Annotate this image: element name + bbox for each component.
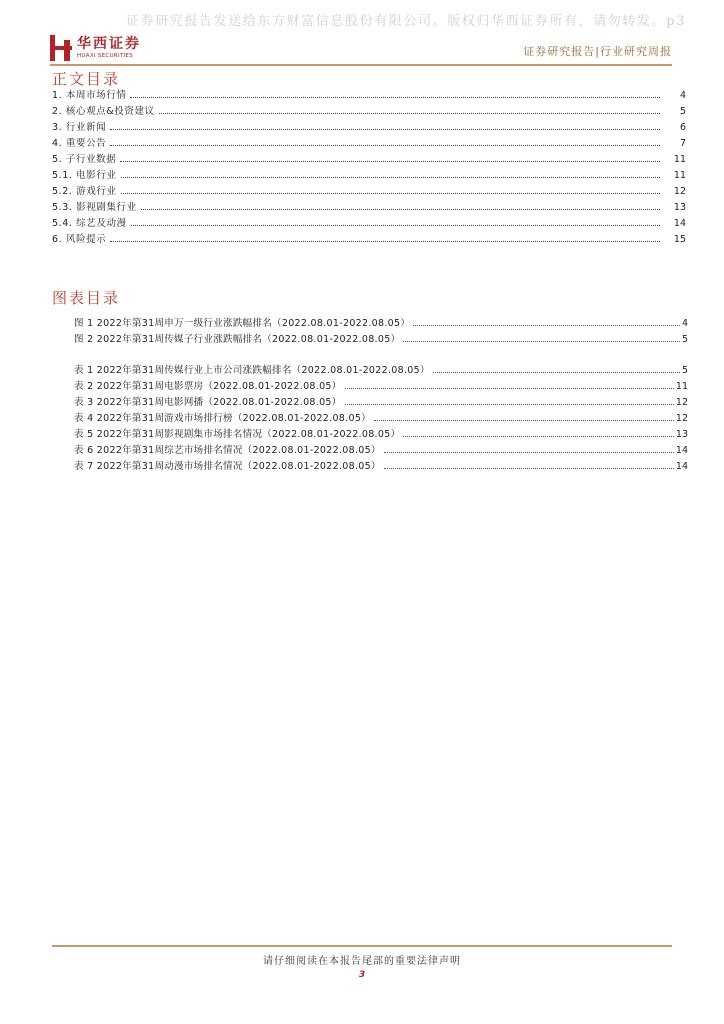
toc-title: 正文目录: [52, 70, 121, 88]
dot-leader: [141, 209, 660, 210]
table-entry-label: 表 5 2022年第31周影视剧集市场排名情况（2022.08.01-2022.08.05）: [74, 429, 401, 440]
toc-entry-page: 7: [679, 138, 686, 149]
report-type-tag: 证券研究报告|行业研究周报: [523, 45, 672, 58]
table-entry-page: 14: [675, 445, 688, 456]
table-entry[interactable]: [74, 412, 688, 425]
dot-leader: [374, 420, 674, 421]
chart-entry[interactable]: [74, 333, 688, 346]
dot-leader: [110, 145, 660, 146]
toc-entry[interactable]: [52, 137, 686, 150]
chart-entry-page: 5: [681, 334, 688, 345]
watermark-text: 证券研究报告发送给东方财富信息股份有限公司。版权归华西证券所有，请勿转发。p3: [126, 14, 686, 29]
table-entry-page: 12: [675, 397, 688, 408]
company-logo: [50, 34, 141, 62]
table-entry-page: 14: [675, 461, 688, 472]
toc-entry-page: 12: [673, 186, 686, 197]
table-entry-label: 表 3 2022年第31周电影网播（2022.08.01-2022.08.05）: [74, 397, 342, 408]
table-entry-label: 表 2 2022年第31周电影票房（2022.08.01-2022.08.05）: [74, 381, 342, 392]
toc-entry[interactable]: [52, 89, 686, 102]
toc-entry[interactable]: [52, 169, 686, 182]
dot-leader: [121, 177, 660, 178]
dot-leader: [110, 241, 660, 242]
toc-entry-label: 1. 本周市场行情: [52, 90, 127, 101]
logo-name-en: HUAXI SECURITIES: [77, 52, 134, 59]
dot-leader: [345, 388, 674, 389]
dot-leader: [403, 436, 674, 437]
footer-divider: [52, 945, 672, 947]
dot-leader: [345, 404, 674, 405]
toc-entry-page: 6: [679, 122, 686, 133]
toc-entry[interactable]: [52, 201, 686, 214]
table-entry[interactable]: [74, 444, 688, 457]
toc-entry-label: 5.4. 综艺及动漫: [52, 218, 127, 229]
dot-leader: [120, 161, 660, 162]
table-entry[interactable]: [74, 364, 688, 377]
table-entry-page: 13: [675, 429, 688, 440]
dot-leader: [159, 113, 660, 114]
toc-entry[interactable]: [52, 153, 686, 166]
table-entry-label: 表 4 2022年第31周游戏市场排行榜（2022.08.01-2022.08.05）: [74, 413, 371, 424]
toc-entry-label: 5. 子行业数据: [52, 154, 117, 165]
toc-entry-label: 6. 风险提示: [52, 234, 107, 245]
legal-notice: 请仔细阅读在本报告尾部的重要法律声明: [263, 956, 461, 967]
toc-entry-label: 3. 行业新闻: [52, 122, 107, 133]
toc-entry[interactable]: [52, 105, 686, 118]
dot-leader: [384, 452, 674, 453]
table-entry-page: 5: [681, 365, 688, 376]
logo-name-cn: 华西证券: [77, 35, 141, 52]
table-entry[interactable]: [74, 396, 688, 409]
dot-leader: [130, 97, 660, 98]
header-divider: [50, 64, 672, 66]
toc-entry-page: 11: [673, 154, 686, 165]
dot-leader: [121, 193, 660, 194]
toc-entry-page: 14: [673, 218, 686, 229]
dot-leader: [131, 225, 660, 226]
chart-entry-label: 图 1 2022年第31周申万一级行业涨跌幅排名（2022.08.01-2022.08.05）: [74, 318, 411, 329]
table-entry[interactable]: [74, 380, 688, 393]
toc-entry-label: 5.1. 电影行业: [52, 170, 117, 181]
chart-entry-label: 图 2 2022年第31周传媒子行业涨跌幅排名（2022.08.01-2022.08.05）: [74, 334, 401, 345]
toc-entry-page: 4: [679, 90, 686, 101]
table-entry-label: 表 6 2022年第31周综艺市场排名情况（2022.08.01-2022.08.05）: [74, 445, 381, 456]
toc-entry-page: 5: [679, 106, 686, 117]
table-entry[interactable]: [74, 428, 688, 441]
toc-entry[interactable]: [52, 233, 686, 246]
toc-entry-page: 15: [673, 234, 686, 245]
dot-leader: [110, 129, 660, 130]
toc-entry-page: 11: [673, 170, 686, 181]
toc-entry-page: 13: [673, 202, 686, 213]
dot-leader: [384, 468, 674, 469]
toc-entry[interactable]: [52, 121, 686, 134]
table-entry[interactable]: [74, 460, 688, 473]
toc-entry[interactable]: [52, 185, 686, 198]
toc-entry-label: 4. 重要公告: [52, 138, 107, 149]
chart-entry-page: 4: [681, 318, 688, 329]
table-entry-label: 表 1 2022年第31周传媒行业上市公司涨跌幅排名（2022.08.01-2022.08.05）: [74, 365, 430, 376]
dot-leader: [433, 372, 680, 373]
table-entry-label: 表 7 2022年第31周动漫市场排名情况（2022.08.01-2022.08.05）: [74, 461, 381, 472]
table-entry-page: 11: [675, 381, 688, 392]
table-entry-page: 12: [675, 413, 688, 424]
toc-entry[interactable]: [52, 217, 686, 230]
page-number: 3: [358, 970, 366, 980]
dot-leader: [413, 325, 680, 326]
toc-entry-label: 5.2. 游戏行业: [52, 186, 117, 197]
chart-entry[interactable]: [74, 317, 688, 330]
toc-entry-label: 5.3. 影视剧集行业: [52, 202, 137, 213]
dot-leader: [403, 341, 680, 342]
huaxi-logo-icon: [50, 35, 72, 61]
toc-entry-label: 2. 核心观点&投资建议: [52, 106, 155, 117]
figures-title: 图表目录: [52, 289, 121, 307]
